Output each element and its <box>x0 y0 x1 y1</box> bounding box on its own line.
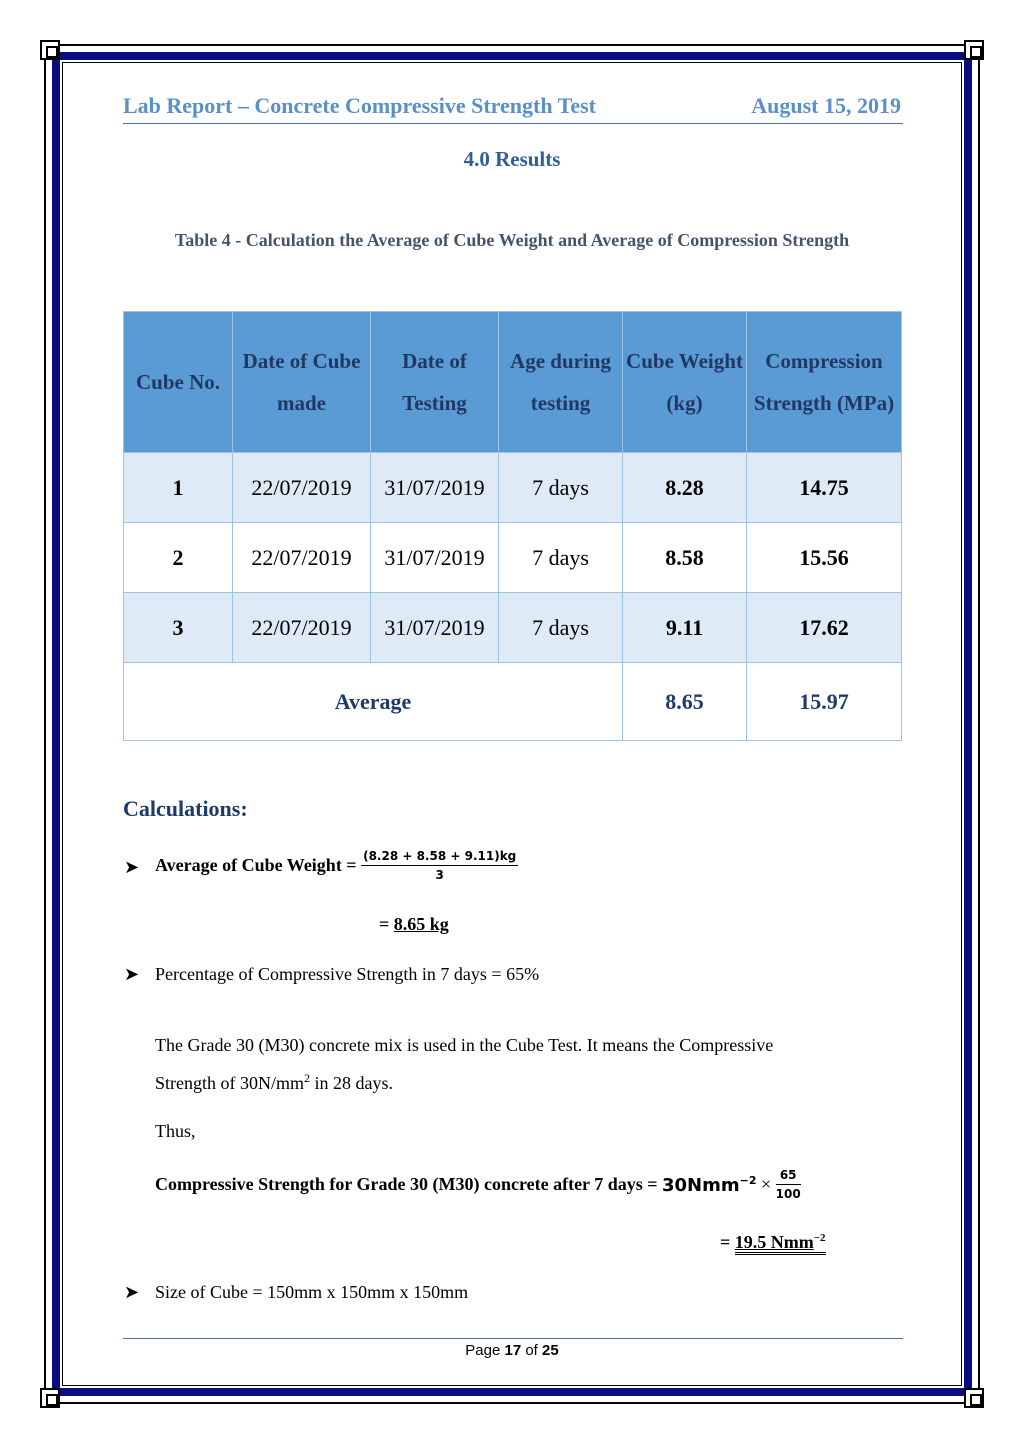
grade-line-2-tail: in 28 days. <box>310 1073 393 1093</box>
average-row <box>124 663 902 741</box>
cell-weight: 9.11 <box>623 593 747 663</box>
cell-age: 7 days <box>499 593 623 663</box>
avg-weight-label: Average of Cube Weight = <box>155 855 357 875</box>
footer-page-prefix: Page <box>465 1342 501 1359</box>
bullet-arrow-icon: ➤ <box>124 1282 140 1302</box>
col-header-strength: Compression Strength (MPa) <box>747 312 902 453</box>
report-title: Lab Report – Concrete Compressive Strength Test <box>123 93 596 118</box>
cell-weight: 8.28 <box>623 453 747 523</box>
cell-date-made: 22/07/2019 <box>233 593 371 663</box>
cell-date-testing: 31/07/2019 <box>371 593 499 663</box>
cs-label: Compressive Strength for Grade 30 (M30) concrete after 7 days = <box>155 1174 658 1194</box>
table-header-row <box>124 312 902 453</box>
cs-times: × <box>761 1174 772 1194</box>
grade-line-2-sup: 2 <box>304 1071 310 1085</box>
cell-strength: 17.62 <box>747 593 902 663</box>
border-corner-ornament <box>40 40 60 60</box>
average-label: Average <box>124 663 623 741</box>
cell-cube-no: 1 <box>124 453 233 523</box>
cube-size-line: Size of Cube = 150mm x 150mm x 150mm <box>155 1282 469 1302</box>
cell-date-testing: 31/07/2019 <box>371 523 499 593</box>
page-header <box>123 93 903 124</box>
calculations-heading: Calculations: <box>123 796 248 821</box>
table-caption: Table 4 - Calculation the Average of Cube Weight and Average of Compression Strength <box>174 230 850 250</box>
table-row <box>124 523 902 593</box>
cell-strength: 15.56 <box>747 523 902 593</box>
grade-line-1: The Grade 30 (M30) concrete mix is used in the Cube Test. It means the Compressive <box>155 1035 774 1055</box>
equals-sign: = <box>379 914 390 934</box>
cs-value: 30Nmm$^{-2}$ <box>662 1173 757 1196</box>
report-date: August 15, 2019 <box>751 93 901 118</box>
footer-divider <box>123 1338 903 1339</box>
cell-date-made: 22/07/2019 <box>233 453 371 523</box>
table-row <box>124 453 902 523</box>
bullet-arrow-icon: ➤ <box>124 964 140 984</box>
cs-numerator: 65 <box>776 1168 801 1185</box>
avg-weight-fraction <box>361 849 518 882</box>
average-strength: 15.97 <box>747 663 902 741</box>
compressive-strength-equation <box>155 1168 801 1201</box>
cell-age: 7 days <box>499 523 623 593</box>
cell-age: 7 days <box>499 453 623 523</box>
col-header-date-made: Date of Cube made <box>233 312 371 453</box>
table-row <box>124 593 902 663</box>
cell-strength: 14.75 <box>747 453 902 523</box>
cs-denominator: 100 <box>775 1187 801 1201</box>
border-corner-ornament <box>964 1388 984 1408</box>
section-title: 4.0 Results <box>463 147 561 171</box>
results-table <box>123 311 902 741</box>
cell-date-made: 22/07/2019 <box>233 523 371 593</box>
avg-weight-result-value: 8.65 kg <box>393 914 449 934</box>
cell-cube-no: 2 <box>124 523 233 593</box>
avg-weight-equation <box>155 849 518 882</box>
equals-sign: = <box>720 1232 731 1252</box>
percentage-line: Percentage of Compressive Strength in 7 days = 65% <box>155 964 540 984</box>
cell-date-testing: 31/07/2019 <box>371 453 499 523</box>
footer-page-number: 17 <box>504 1342 522 1359</box>
avg-weight-denominator: 3 <box>435 868 444 882</box>
border-corner-ornament <box>40 1388 60 1408</box>
page-footer <box>0 1342 1024 1359</box>
cell-weight: 8.58 <box>623 523 747 593</box>
cs-result <box>720 1232 826 1253</box>
average-weight: 8.65 <box>623 663 747 741</box>
avg-weight-result <box>379 914 449 935</box>
col-header-age: Age during testing <box>499 312 623 453</box>
cs-fraction <box>776 1168 801 1201</box>
col-header-cube-no: Cube No. <box>124 312 233 453</box>
col-header-weight: Cube Weight (kg) <box>623 312 747 453</box>
footer-page-total: 25 <box>542 1342 559 1359</box>
grade-line-2-text: Strength of 30N/mm <box>155 1073 304 1093</box>
footer-of: of <box>525 1342 538 1359</box>
bullet-arrow-icon: ➤ <box>124 857 140 877</box>
avg-weight-numerator: (8.28 + 8.58 + 9.11)kg <box>361 849 518 866</box>
col-header-date-testing: Date of Testing <box>371 312 499 453</box>
thus-text: Thus, <box>155 1121 196 1141</box>
cell-cube-no: 3 <box>124 593 233 663</box>
cs-result-value: 19.5 Nmm$^{-2}$ <box>735 1232 826 1255</box>
border-corner-ornament <box>964 40 984 60</box>
grade-line-2 <box>155 1071 393 1094</box>
